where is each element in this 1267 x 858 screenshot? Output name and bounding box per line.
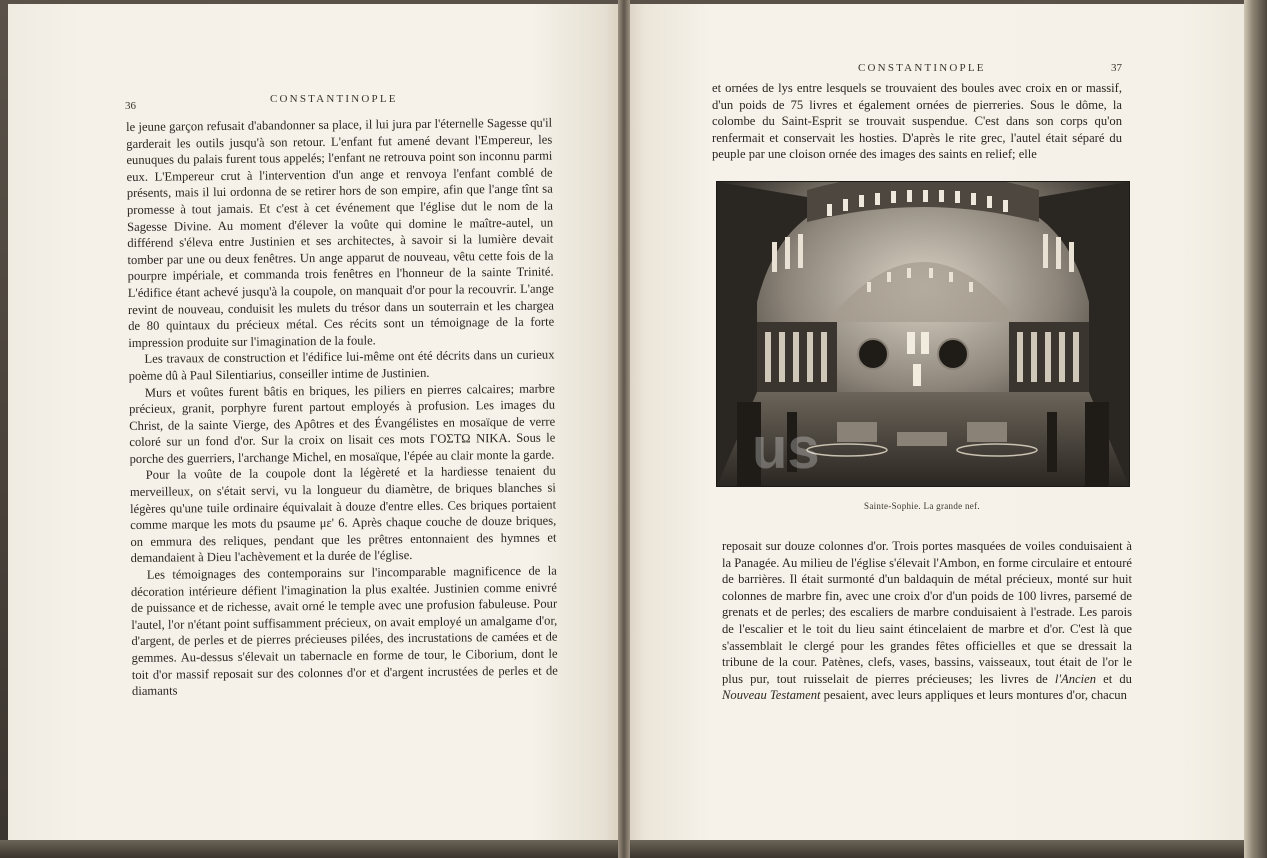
left-paragraph-2: Les travaux de construction et l'édifice lui-même ont été décrits dans un curieux poème dû à Paul Silentiarius, conseiller intime de Justinien. — [128, 347, 555, 383]
right-text-italic-ancien: l'Ancien — [1054, 671, 1097, 686]
right-paragraph-bottom — [722, 538, 1132, 704]
left-paragraph-3: Murs et voûtes furent bâtis en briques, les piliers en pierres calcaires; marbre précieux, granit, porphyre furent partout employés à profusion. Les images du Christ, de la sainte Vierge, des Apôtres et des Évangélistes en mosaïque de verre coloré sur un fond d'or. Sur la croix on lisait ces mots ΓΟΣΤΩ ΝΙΚΑ. Sous le porche des guerriers, l'archange Michel, en mosaïque, l'épée au clair monte la garde. — [128, 381, 556, 466]
book-cover-edge — [0, 840, 1267, 858]
right-text-segment-c: pesaient, avec leurs appliques et leurs montures d'or, chacun — [820, 688, 1127, 703]
book-gutter — [618, 0, 630, 858]
right-paragraph-top: et ornées de lys entre lesquels se trouvaient des boules avec croix en or massif, d'un poids de 75 livres et également ornées de pierreries. Sous le dôme, la colombe du Saint-Esprit se trouvait suspendue. C'est dans son corps qu'on renfermait et conservait les hosties. D'après le rite grec, l'autel était séparé du peuple par une cloison ornée des images des saints en relief; elle — [712, 81, 1122, 162]
left-paragraph-4: Pour la voûte de la coupole dont la légèreté et la hardiesse tenaient du merveilleux, on s'était servi, vu la longueur du diamètre, de briques blanches si légères qu'une tuile ordinaire équivalait à douze d'entre elles. Ces briques portaient comme marque les mots du psaume με' 6. Après chaque couche de douze briques, on emmura des reliques, pendant que les prêtres entonnaient des hymnes et demandaient à Dieu l'achèvement et la durée de l'église. — [129, 463, 557, 566]
right-folio: 37 — [1111, 62, 1122, 74]
watermark: us — [752, 416, 820, 481]
right-body-text-top — [712, 80, 1122, 163]
right-body-text-bottom — [722, 538, 1132, 704]
right-text-italic-nouveau: Nouveau Testament — [722, 688, 821, 703]
figure-caption: Sainte-Sophie. La grande nef. — [864, 501, 980, 511]
left-running-head: CONSTANTINOPLE — [270, 93, 398, 105]
left-paragraph-5: Les témoignages des contemporains sur l'incomparable magnificence de la décoration intérieure défient l'imagination la plus exaltée. Justinien comme enivré de puissance et de richesse, avait orné le temple avec une profusion fabuleuse. Pour l'autel, l'or n'étant point suffisamment précieux, on avait employé un amalgame d'or, d'argent, de perles et de pierres précieuses pilées, des incrustations de camées et de gemmes. Au-dessus s'élevait un tabernacle en forme de tour, le Ciborium, dont le toit d'or massif reposait sur des colonnes d'or et d'argent incrustées de perles et de diamants — [130, 563, 558, 699]
left-folio: 36 — [125, 100, 136, 112]
right-text-segment-b: et du — [1096, 671, 1132, 686]
left-body-text — [126, 115, 558, 700]
left-paragraph-1: le jeune garçon refusait d'abandonner sa place, il lui jura par l'éternelle Sagesse qu'il garderait les outils jusqu'à son retour. L'enfant fut amené devant l'Empereur, les eunuques du palais furent tous appelés; l'enfant ne retrouva point son inconnu parmi eux. L'Empereur crut à l'intervention d'un ange et renvoya l'enfant comblé de présents, mais il lui ordonna de se retirer hors de son empire, afin que l'ange tînt sa promesse à tout jamais. Et c'est à cet événement que l'église dut le nom de la Sagesse Divine. Au moment d'élever la voûte qui domine le maître-autel, un différend s'éleva entre Justinien et ses architectes, à savoir si la lumière devait tomber par une ou deux fenêtres. Un ange apparut de nouveau, vêtu cette fois de la pourpre impériale, et commanda trois fenêtres en l'honneur de la sainte Trinité. L'édifice étant achevé jusqu'à la coupole, on manquait d'or pour la recouvrir. L'ange revint de nouveau, conduisit les mulets du trésor dans un souterrain et les chargea de 80 quintaux du précieux métal. Ces récits sont un témoignage de la forte impression produite sur l'imagination de la foule. — [126, 115, 555, 350]
page-edges — [1244, 0, 1267, 858]
right-running-head: CONSTANTINOPLE — [858, 62, 986, 74]
right-text-segment-a: reposait sur douze colonnes d'or. Trois portes masquées de voiles conduisaient à la Panagée. Au milieu de l'église s'élevait l'Ambon, en forme circulaire et entouré de barrières. Il était surmonté d'un baldaquin de métal précieux, monté sur huit colonnes de marbre fin, avec une croix d'or d'un poids de 100 livres, parsemé de grenats et de perles; des escaliers de marbre conduisaient à l'estrade. Les parois de l'escalier et le toit du lieu saint étincelaient de marbre et d'or. C'est là que s'assemblait le clergé pour les grandes fêtes officielles et que se dressait la tribune de la cour. Patènes, clefs, vases, bassins, vaisseaux, tout était de l'or le plus pur, tout ruisselait de pierres précieuses; les livres de — [722, 539, 1132, 686]
